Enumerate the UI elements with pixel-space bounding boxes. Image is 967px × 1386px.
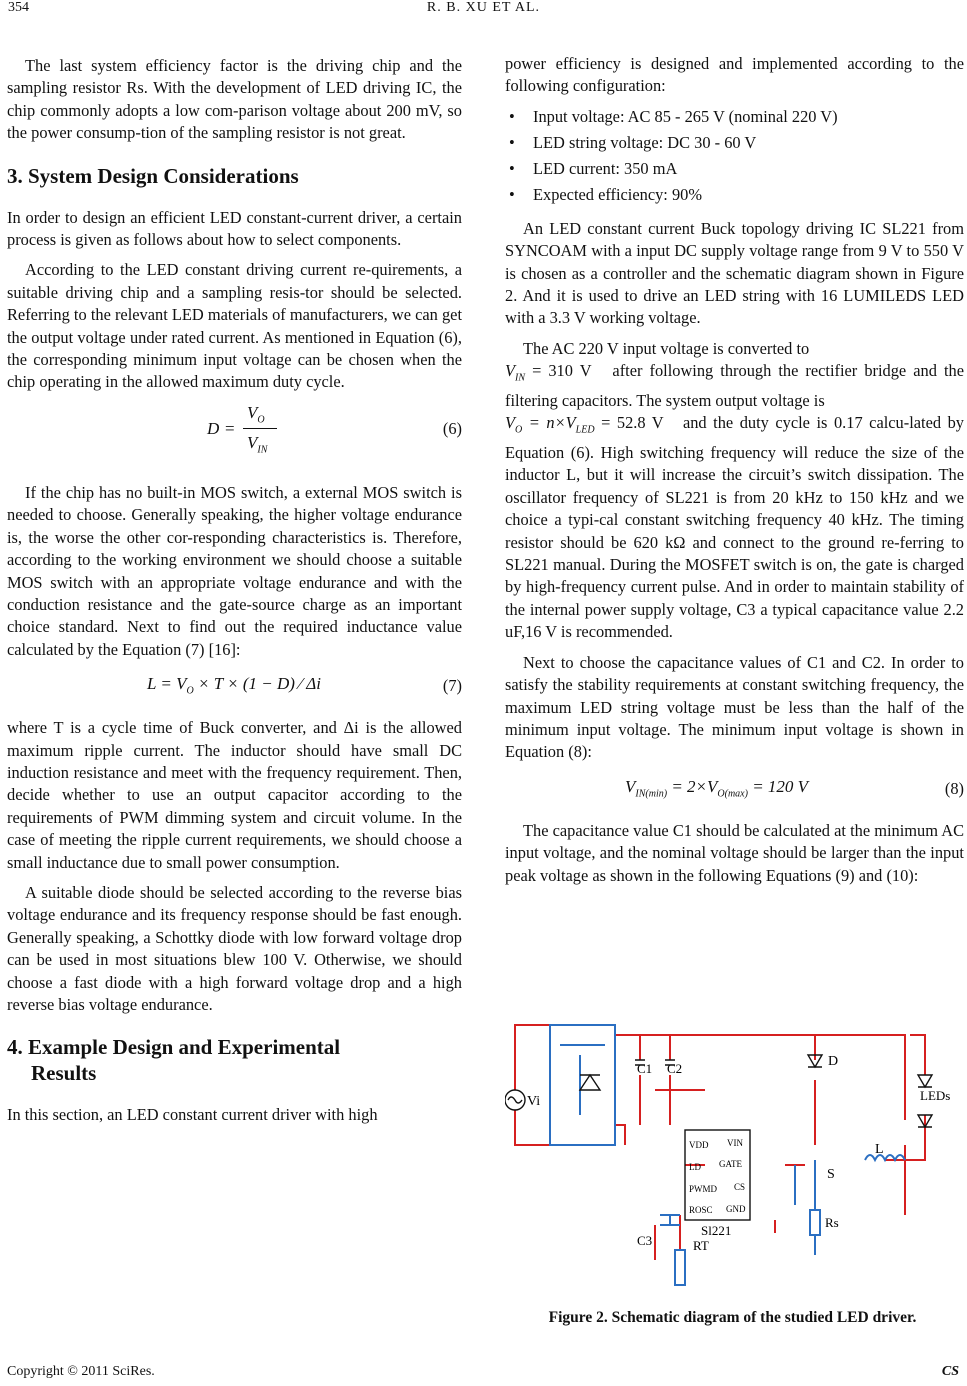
list-item: • LED string voltage: DC 30 - 60 V xyxy=(505,130,964,156)
figure-caption: Figure 2. Schematic diagram of the studied LED driver. xyxy=(548,1309,917,1326)
rs-label: Rs xyxy=(825,1215,839,1230)
equation-8: $V_{IN(min)} = 2\times V_{O(max)} = 120$ V (8) xyxy=(625,776,964,800)
paragraph: power efficiency is designed and implemented according to the following configuration: xyxy=(505,54,964,96)
pin-label: CS xyxy=(734,1182,746,1192)
chip-label: Sl221 xyxy=(701,1223,732,1238)
pin-label: VIN xyxy=(727,1138,743,1148)
equation-7: $L = V_O \times T \times (1 - D)$ ⁄ Δi (7) xyxy=(147,674,462,697)
paragraph: In this section, an LED constant current driver with high xyxy=(7,1105,378,1125)
c2-label: C2 xyxy=(667,1061,683,1076)
paragraph: The AC 220 V input voltage is converted to xyxy=(523,338,810,358)
vi-label: Vi xyxy=(527,1094,541,1109)
paragraph: According to the LED constant driving current re-quirements, a suitable driving chip and a sampling resis-tor should be selected. Referring to the relevant LED materials of manufacturers, we can get the output voltage under rated current. As mentioned in Equation (6), the corresponding minimum input voltage can be chosen when the chip operating in the allowed maximum duty cycle. xyxy=(7,260,462,392)
list-item: • Input voltage: AC 85 - 265 V (nominal 220 V) xyxy=(505,104,964,130)
section-heading: 3. System Design Considerations xyxy=(7,163,299,188)
equation-number: (8) xyxy=(944,778,964,798)
l-label: L xyxy=(875,1142,884,1157)
journal-abbrev: CS xyxy=(941,1364,959,1379)
paragraph: If the chip has no built-in MOS switch, a external MOS switch is needed to choose. Generally speaking, the higher voltage endurance is, the worse the other cor-responding characteristics is. Therefore, according to the working environment we should choose a suitable MOS switch with an appropriate voltage endurance and with the conduction resistance and the gate-source charge as an important choice standard. Next to find out the required inductance value calculated by the Equation (7) [16]: xyxy=(7,482,462,659)
paragraph: The capacitance value C1 should be calculated at the minimum AC input voltage, and the nominal voltage should be larger than the input peak voltage as shown in the following Equations (9) and (10): xyxy=(505,820,964,885)
pin-label: PWMD xyxy=(689,1184,718,1194)
leds-label: LEDs xyxy=(920,1088,951,1103)
schematic-diagram xyxy=(505,1015,960,1305)
equation-number: (6) xyxy=(442,418,462,438)
pin-label: GND xyxy=(726,1204,746,1214)
copyright: Copyright © 2011 SciRes. xyxy=(7,1364,155,1379)
paragraph: $V_O = n\times V_{LED} = 52.8$ V and the duty cycle is 0.17 calcu-lated by Equation (6). High switching frequency will reduce the size of the inductor L, but it will increase the circuit’s switch dissipation. The oscillator frequency of SL221 is from 20 kHz to 150 kHz and we choice a typi-cal constant switching frequency 40 kHz. The timing resistor should be 620 kΩ and connect to the ground re-ferring to SL221 manual. During the MOSFET switch is on, the gate is charged by high-frequency current pulse. And in order to maintain stability of the internal power supply voltage, C3 a typical capacitance value 2.2 uF,16 V is recommended. xyxy=(505,413,964,642)
equation-6: D = $V_O$ $V_{IN}$ (6) xyxy=(207,402,462,456)
list-item: • Expected efficiency: 90% xyxy=(505,182,964,208)
paragraph: The last system efficiency factor is the driving chip and the sampling resistor Rs. With the development of LED driving IC, the chip commonly adopts a low com-parison voltage about 200 mV, so the power consump-tion of the sampling resistor is not great. xyxy=(7,56,462,143)
section-heading: 4. Example Design and Experimental Results xyxy=(7,1035,341,1086)
rt-label: RT xyxy=(693,1238,709,1253)
c3-label: C3 xyxy=(637,1233,653,1248)
c1-label: C1 xyxy=(637,1061,653,1076)
page-number: 354 xyxy=(8,0,29,15)
pin-label: LD xyxy=(689,1162,701,1172)
pin-label: GATE xyxy=(719,1159,742,1169)
paragraph: In order to design an efficient LED constant-current driver, a certain process is given as follows about how to select components. xyxy=(7,207,462,250)
equation-number: (7) xyxy=(442,676,462,696)
pin-label: ROSC xyxy=(689,1205,713,1215)
pin-label: VDD xyxy=(689,1140,709,1150)
list-item: • LED current: 350 mA xyxy=(505,156,964,182)
paragraph: Next to choose the capacitance values of C1 and C2. In order to satisfy the stability requirements at constant switching frequency, the maximum LED string voltage must be less than the half of the minimum input voltage. The minimum input voltage is shown in Equation (8): xyxy=(505,652,964,762)
right-column xyxy=(505,53,964,887)
d-label: D xyxy=(828,1054,839,1069)
paragraph: A suitable diode should be selected according to the reverse bias voltage endurance and its frequency response should be fast enough. Generally speaking, a Schottky diode with low forward voltage drop can be used in most situations blew 100 V. Otherwise, we should choose a fast diode with a high forward voltage drop and a high reverse bias voltage endurance. xyxy=(7,882,462,1014)
paragraph: where T is a cycle time of Buck converter, and Δi is the allowed maximum ripple current. The inductor should have small DC induction resistance and meet with the frequency requirement. Then, decide whether to use an output capacitor according to the requirements of PWM dimming system and circuit volume. In the case of meeting the ripple current requirements, we should choose a small inductance due to small power consumption. xyxy=(7,718,462,872)
paragraph: $V_{IN} = 310$ V after following through the rectifier bridge and the filtering capacitors. The system output voltage is xyxy=(505,361,964,410)
paragraph: An LED constant current Buck topology driving IC SL221 from SYNCOAM with a input DC supply voltage range from 9 V to 550 V is chosen as a controller and the schematic diagram shown in Figure 2. And it is used to drive an LED string with 16 LUMILEDS LED with a 3.3 V working voltage. xyxy=(505,218,964,328)
schematic-figure xyxy=(505,1015,960,1305)
s-label: S xyxy=(827,1167,835,1182)
spec-list xyxy=(505,104,964,208)
running-title: R. B. XU ET AL. xyxy=(426,0,541,15)
left-column xyxy=(7,55,462,1127)
